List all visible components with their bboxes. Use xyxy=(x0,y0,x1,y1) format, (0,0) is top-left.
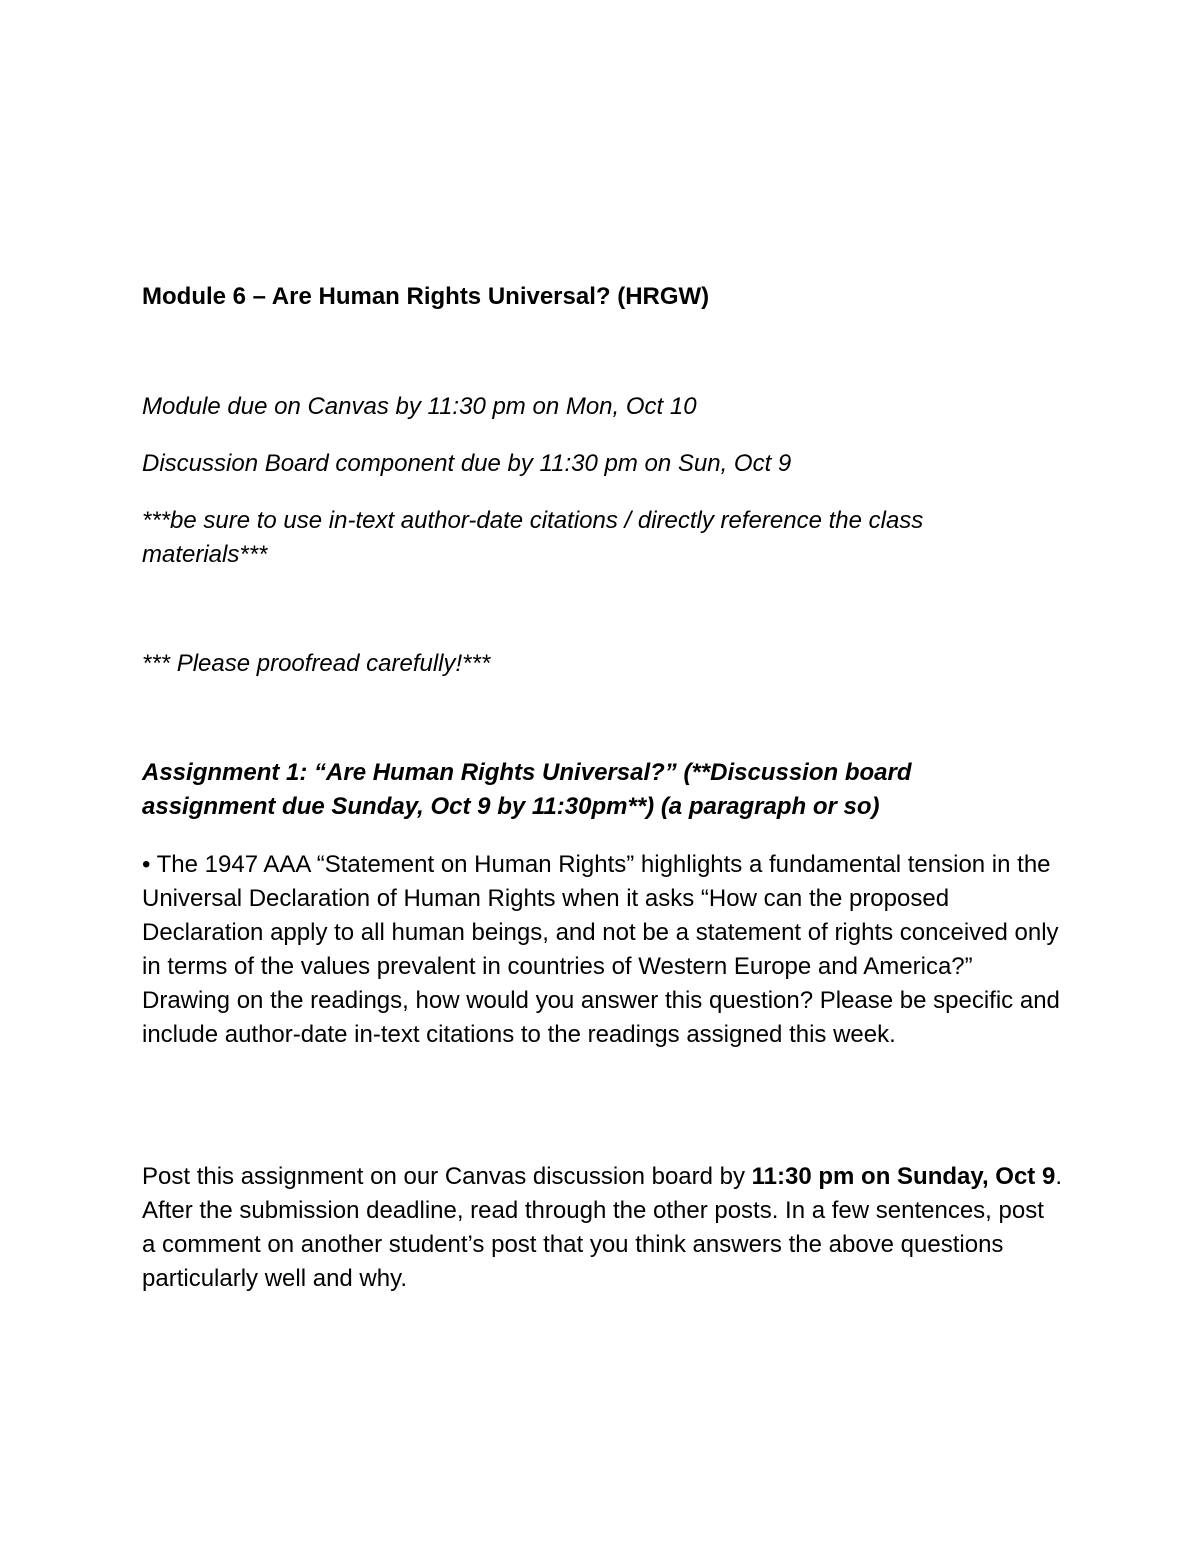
module-due-line: Module due on Canvas by 11:30 pm on Mon, Oct 10 xyxy=(142,393,697,420)
discussion-due-line: Discussion Board component due by 11:30 pm on Sun, Oct 9 xyxy=(142,450,792,477)
post-instructions xyxy=(142,1160,1062,1296)
post-rest-text: . After the submission deadline, read through the other posts. In a few sentences, post a comment on another student’s post that you think answers the above questions particularly well and why. xyxy=(142,1163,1062,1292)
assignment-heading: Assignment 1: “Are Human Rights Universal?” (**Discussion board assignment due Sunday, Oct 9 by 11:30pm**) (a paragraph or so) xyxy=(142,759,912,820)
post-intro-text: Post this assignment on our Canvas discussion board by xyxy=(142,1163,752,1190)
citation-note: ***be sure to use in-text author-date citations / directly reference the class materials*** xyxy=(142,507,924,568)
module-title: Module 6 – Are Human Rights Universal? (HRGW) xyxy=(142,283,710,310)
assignment-prompt: • The 1947 AAA “Statement on Human Rights” highlights a fundamental tension in the Universal Declaration of Human Rights when it asks “How can the proposed Declaration apply to all human beings, and not be a statement of rights conceived only in terms of the values prevalent in countries of Western Europe and America?” Drawing on the readings, how would you answer this question? Please be specific and include author-date in-text citations to the readings assigned this week. xyxy=(142,851,1060,1048)
proofread-note: *** Please proofread carefully!*** xyxy=(142,650,491,677)
post-deadline: 11:30 pm on Sunday, Oct 9 xyxy=(751,1163,1056,1190)
